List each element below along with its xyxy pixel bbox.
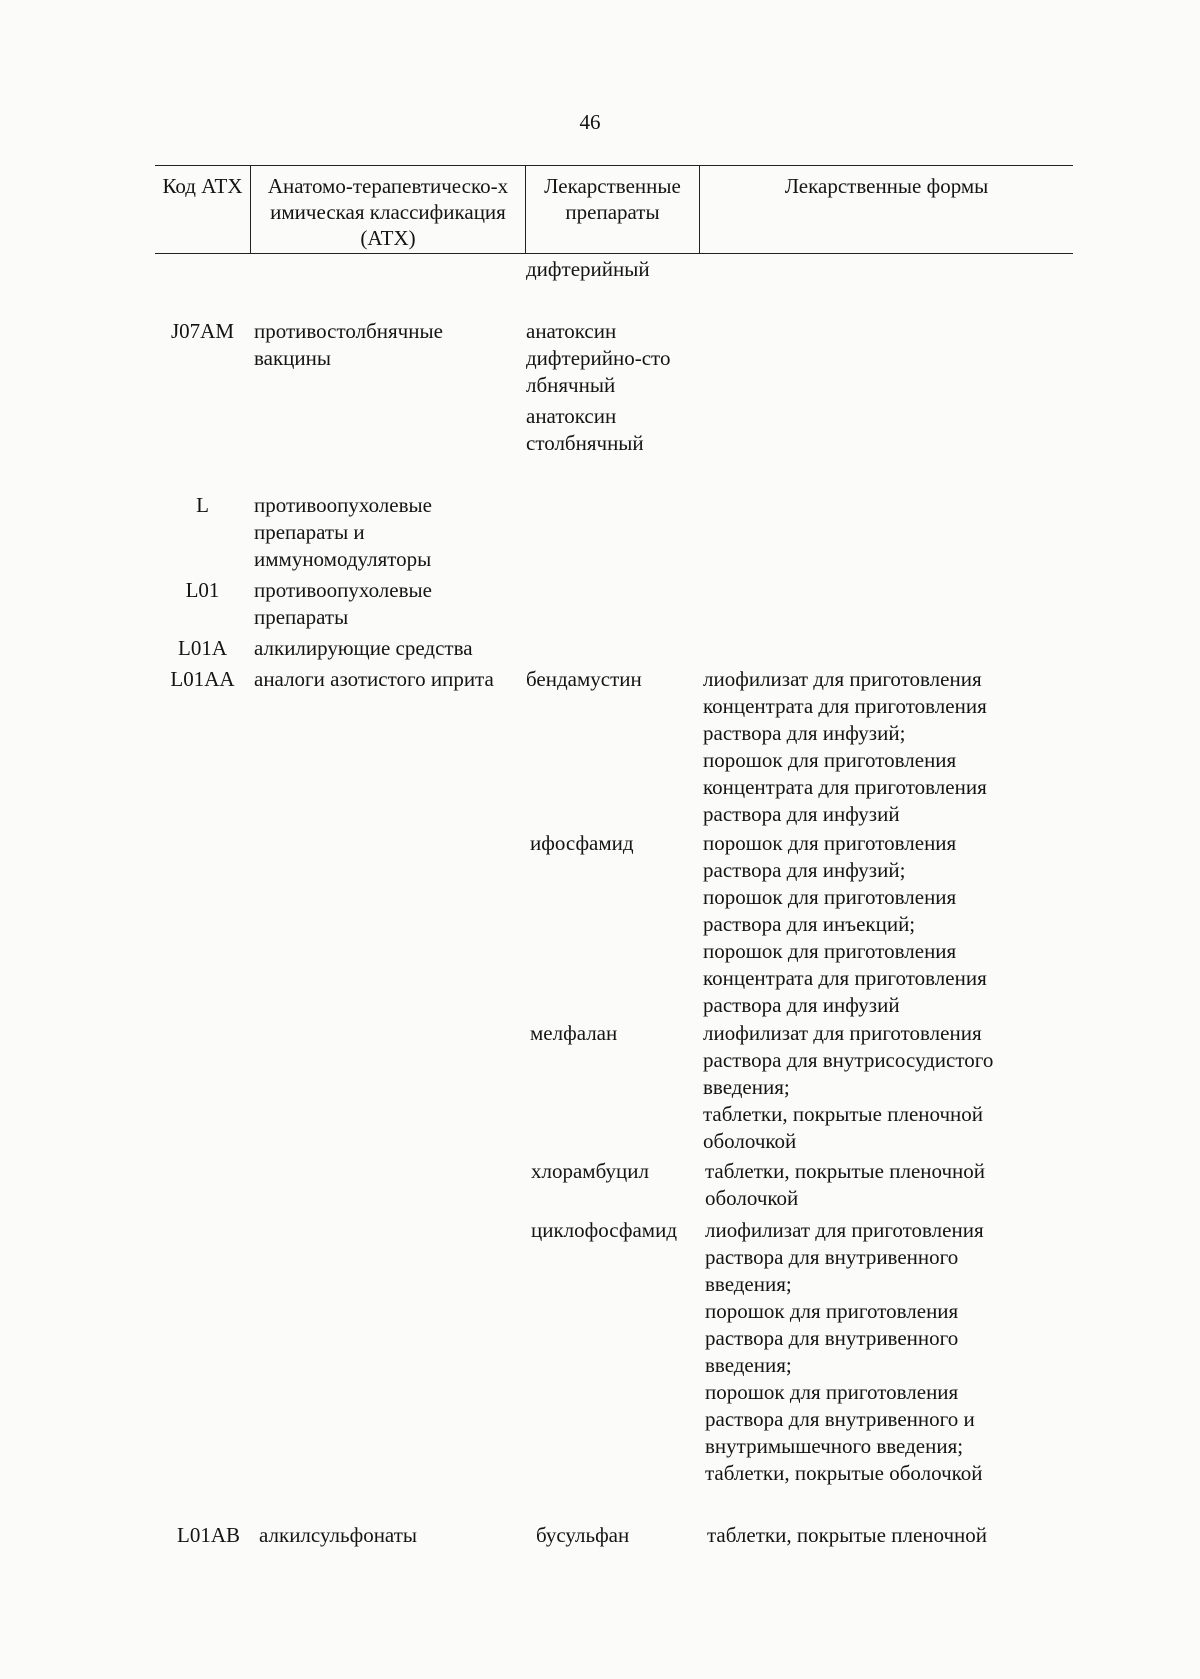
dosage-forms: таблетки, покрытые пленочной оболочкой: [705, 1159, 986, 1210]
header-atc-classification: Анатомо-терапевтическо-х имическая классификация (АТХ): [251, 166, 526, 253]
header-drugs: Лекарственные препараты: [526, 166, 700, 253]
table-header: [155, 165, 1073, 254]
atc-class: алкилсульфонаты: [259, 1523, 417, 1547]
drug-name: ифосфамид: [530, 831, 634, 855]
dosage-forms: лиофилизат для приготовления раствора для внутрисосудистого введения; таблетки, покрытые пленочной оболочкой: [703, 1021, 994, 1153]
atc-class: алкилирующие средства: [254, 636, 473, 660]
header-dosage-forms: Лекарственные формы: [784, 174, 989, 198]
atc-code: L01A: [178, 636, 227, 660]
atc-code: L01AB: [177, 1523, 240, 1547]
drug-name: мелфалан: [530, 1021, 618, 1045]
atc-class: аналоги азотистого иприта: [254, 667, 494, 691]
page-number: 46: [579, 110, 601, 134]
atc-class: противоопухолевые препараты и иммуномодуляторы: [254, 493, 432, 571]
drug-name: анатоксин столбнячный: [526, 404, 644, 455]
dosage-forms: порошок для приготовления раствора для инфузий; порошок для приготовления раствора для инъекций; порошок для приготовления концентрата для приготовления раствора для инфузий: [703, 831, 987, 1017]
drug-name: дифтерийный: [526, 257, 650, 281]
atc-class: противостолбнячные вакцины: [254, 319, 443, 370]
atc-class: противоопухолевые препараты: [254, 578, 432, 629]
drug-name: бендамустин: [526, 667, 642, 691]
header-atc-code: Код АТХ: [155, 166, 251, 253]
atc-code: L01AA: [170, 667, 235, 691]
drug-name: хлорамбуцил: [531, 1159, 649, 1183]
drug-name: бусульфан: [536, 1523, 630, 1547]
drug-name: циклофосфамид: [531, 1218, 678, 1242]
dosage-forms: лиофилизат для приготовления концентрата для приготовления раствора для инфузий; порошок для приготовления концентрата для приготовления раствора для инфузий: [703, 667, 987, 826]
dosage-forms: таблетки, покрытые пленочной: [707, 1523, 988, 1547]
atc-code: L01: [185, 578, 220, 602]
atc-code: L: [196, 493, 209, 517]
dosage-forms: лиофилизат для приготовления раствора для внутривенного введения; порошок для приготовления раствора для внутривенного введения; порошок для приготовления раствора для внутривенного и внутримышечного введения; таблетки, покрытые оболочкой: [705, 1218, 984, 1485]
atc-code: J07AM: [170, 319, 234, 343]
drug-name: анатоксин дифтерийно-сто лбнячный: [526, 319, 671, 397]
